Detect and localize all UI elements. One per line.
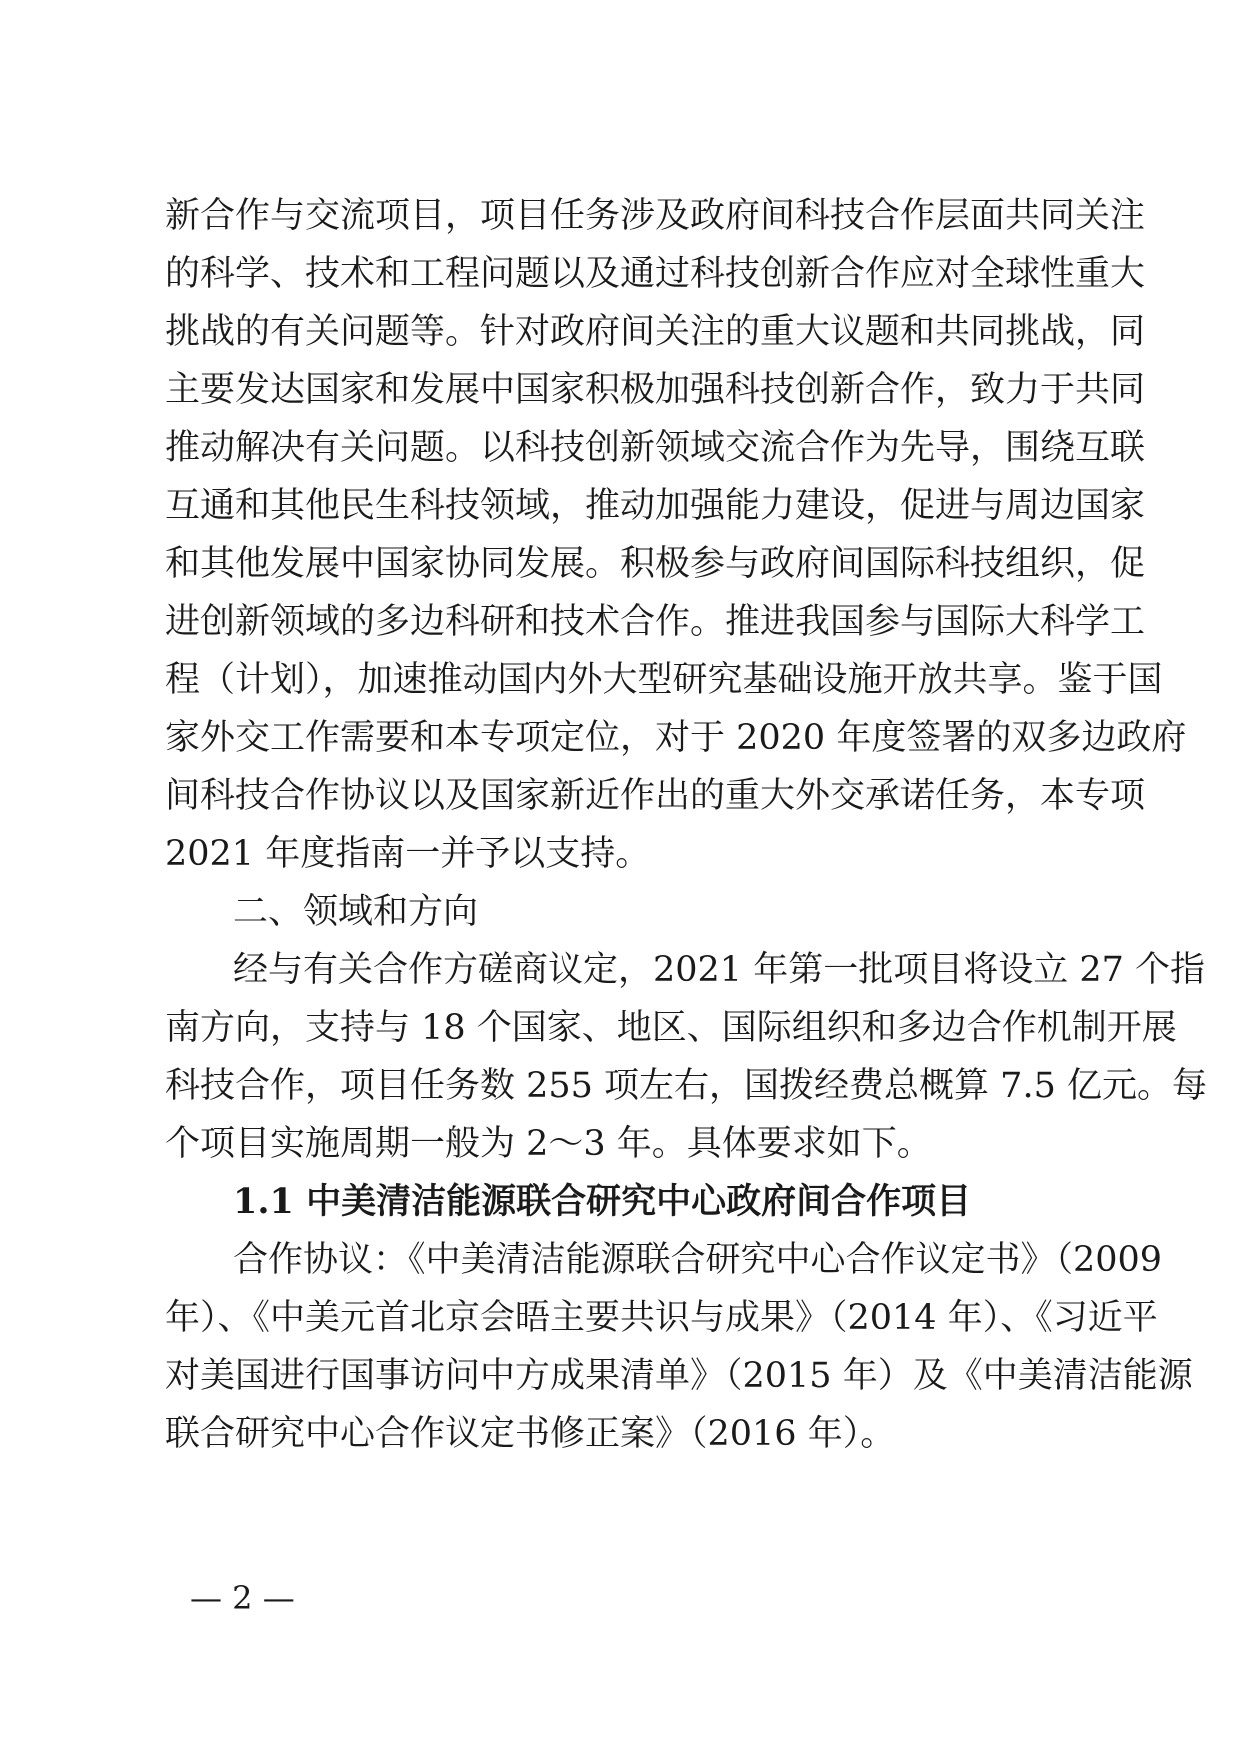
- paragraph-line: 经与有关合作方磋商议定，2021 年第一批项目将设立 27 个指: [233, 950, 1205, 990]
- section-heading: 二、领域和方向: [233, 892, 479, 932]
- paragraph-line: 年）、《中美元首北京会晤主要共识与成果》（2014 年）、《习近平: [165, 1298, 1158, 1338]
- page-number: — 2 —: [190, 1579, 295, 1617]
- subsection-heading: 1.1 中美清洁能源联合研究中心政府间合作项目: [233, 1181, 972, 1222]
- paragraph-line: 南方向，支持与 18 个国家、地区、国际组织和多边合作机制开展: [165, 1008, 1177, 1048]
- paragraph-line: 间科技合作协议以及国家新近作出的重大外交承诺任务，本专项: [165, 776, 1146, 816]
- paragraph-line: 的科学、技术和工程问题以及通过科技创新合作应对全球性重大: [165, 254, 1146, 294]
- paragraph-line: 科技合作，项目任务数 255 项左右，国拨经费总概算 7.5 亿元。每: [165, 1066, 1207, 1106]
- paragraph-line: 主要发达国家和发展中国家积极加强科技创新合作，致力于共同: [165, 370, 1146, 410]
- paragraph-line: 挑战的有关问题等。针对政府间关注的重大议题和共同挑战，同: [165, 312, 1146, 352]
- paragraph-line: 和其他发展中国家协同发展。积极参与政府间国际科技组织，促: [165, 544, 1146, 584]
- paragraph-line: 进创新领域的多边科研和技术合作。推进我国参与国际大科学工: [165, 602, 1146, 642]
- paragraph-line: 新合作与交流项目，项目任务涉及政府间科技合作层面共同关注: [165, 196, 1146, 236]
- paragraph-line: 互通和其他民生科技领域，推动加强能力建设，促进与周边国家: [165, 486, 1146, 526]
- paragraph-line: 程（计划），加速推动国内外大型研究基础设施开放共享。鉴于国: [165, 660, 1163, 700]
- paragraph-line: 合作协议：《中美清洁能源联合研究中心合作议定书》（2009: [233, 1240, 1163, 1280]
- paragraph-line: 2021 年度指南一并予以支持。: [165, 834, 651, 874]
- paragraph-line: 家外交工作需要和本专项定位，对于 2020 年度签署的双多边政府: [165, 718, 1187, 758]
- paragraph-line: 联合研究中心合作议定书修正案》（2016 年）。: [165, 1414, 896, 1454]
- paragraph-line: 个项目实施周期一般为 2～3 年。具体要求如下。: [165, 1124, 932, 1164]
- paragraph-line: 对美国进行国事访问中方成果清单》（2015 年）及《中美清洁能源: [165, 1356, 1193, 1396]
- paragraph-line: 推动解决有关问题。以科技创新领域交流合作为先导，围绕互联: [165, 428, 1146, 468]
